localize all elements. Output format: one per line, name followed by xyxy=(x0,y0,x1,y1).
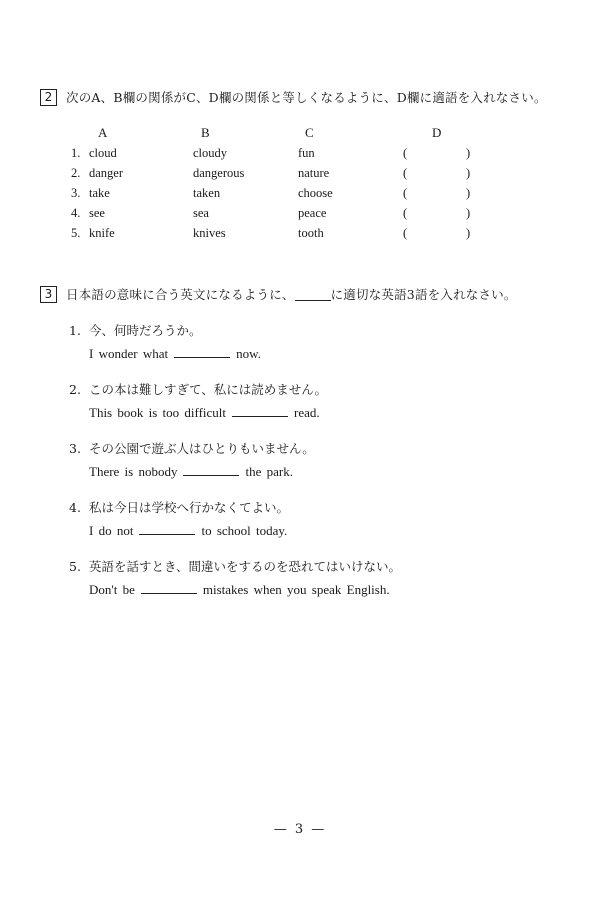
item-english-before: I do not xyxy=(89,523,134,538)
item-japanese: 英語を話すとき、間違いをするのを恐れてはいけない。 xyxy=(89,559,402,574)
cell-b: sea xyxy=(193,206,209,220)
item-japanese: その公園で遊ぶ人はひとりもいません。 xyxy=(89,441,315,456)
row-number: 3. xyxy=(71,186,81,200)
cell-a: take xyxy=(89,186,110,200)
item-number: 4. xyxy=(69,500,81,515)
section-2-heading xyxy=(40,88,547,106)
answer-blank[interactable] xyxy=(141,582,197,594)
row-number: 2. xyxy=(71,166,81,180)
item-english-after: to school today. xyxy=(201,523,288,538)
question-item xyxy=(69,322,261,363)
item-japanese: この本は難しすぎて、私には読めません。 xyxy=(89,382,328,397)
item-japanese: 私は今日は学校へ行かなくてよい。 xyxy=(89,500,290,515)
answer-blank[interactable] xyxy=(139,523,195,535)
answer-close-paren: ) xyxy=(466,146,471,160)
section-3-number: 3 xyxy=(40,286,57,303)
section-3-heading xyxy=(40,285,517,303)
answer-close-paren: ) xyxy=(466,166,471,180)
instruction-blank-line xyxy=(295,288,331,301)
answer-open-paren: ( xyxy=(403,186,408,200)
item-english-after: read. xyxy=(294,405,320,420)
column-header-d: D xyxy=(432,125,442,140)
question-item xyxy=(69,499,289,540)
question-item xyxy=(69,558,401,599)
answer-close-paren: ) xyxy=(466,186,471,200)
answer-close-paren: ) xyxy=(466,206,471,220)
cell-c: tooth xyxy=(298,226,324,240)
item-number: 5. xyxy=(69,559,81,574)
question-item xyxy=(69,440,315,481)
cell-a: danger xyxy=(89,166,124,180)
section-3-instruction-before: 日本語の意味に合う英文になるように、 xyxy=(66,287,295,302)
answer-blank[interactable] xyxy=(174,346,230,358)
column-header-b: B xyxy=(201,125,210,140)
answer-open-paren: ( xyxy=(403,166,408,180)
row-number: 5. xyxy=(71,226,81,240)
item-number: 1. xyxy=(69,323,81,338)
cell-c: fun xyxy=(298,146,315,160)
row-number: 1. xyxy=(71,146,81,160)
item-english-after: the park. xyxy=(245,464,293,479)
section-2-number: 2 xyxy=(40,89,57,106)
question-item xyxy=(69,381,327,422)
cell-b: taken xyxy=(193,186,221,200)
item-english-before: This book is too difficult xyxy=(89,405,227,420)
row-number: 4. xyxy=(71,206,81,220)
answer-close-paren: ) xyxy=(466,226,471,240)
item-number: 3. xyxy=(69,441,81,456)
cell-c: nature xyxy=(298,166,330,180)
cell-b: cloudy xyxy=(193,146,228,160)
answer-blank[interactable] xyxy=(183,464,239,476)
cell-c: choose xyxy=(298,186,333,200)
cell-c: peace xyxy=(298,206,327,220)
cell-b: dangerous xyxy=(193,166,245,180)
cell-a: cloud xyxy=(89,146,117,160)
item-english-before: I wonder what xyxy=(89,346,169,361)
item-english-before: Don't be xyxy=(89,582,135,597)
item-japanese: 今、何時だろうか。 xyxy=(89,323,202,338)
answer-open-paren: ( xyxy=(403,226,408,240)
answer-open-paren: ( xyxy=(403,146,408,160)
cell-a: see xyxy=(89,206,105,220)
cell-b: knives xyxy=(193,226,226,240)
answer-open-paren: ( xyxy=(403,206,408,220)
item-english-before: There is nobody xyxy=(89,464,178,479)
answer-blank[interactable] xyxy=(232,405,288,417)
cell-a: knife xyxy=(89,226,115,240)
item-english-after: mistakes when you speak English. xyxy=(202,582,390,597)
column-header-c: C xyxy=(305,125,314,140)
item-english-after: now. xyxy=(236,346,261,361)
section-2-instruction: 次のA、B欄の関係がC、D欄の関係と等しくなるように、D欄に適語を入れなさい。 xyxy=(66,90,547,105)
page-number: — 3 — xyxy=(273,822,327,837)
section-3-instruction-after: に適切な英語3語を入れなさい。 xyxy=(330,287,517,302)
column-header-a: A xyxy=(98,125,108,140)
item-number: 2. xyxy=(69,382,81,397)
